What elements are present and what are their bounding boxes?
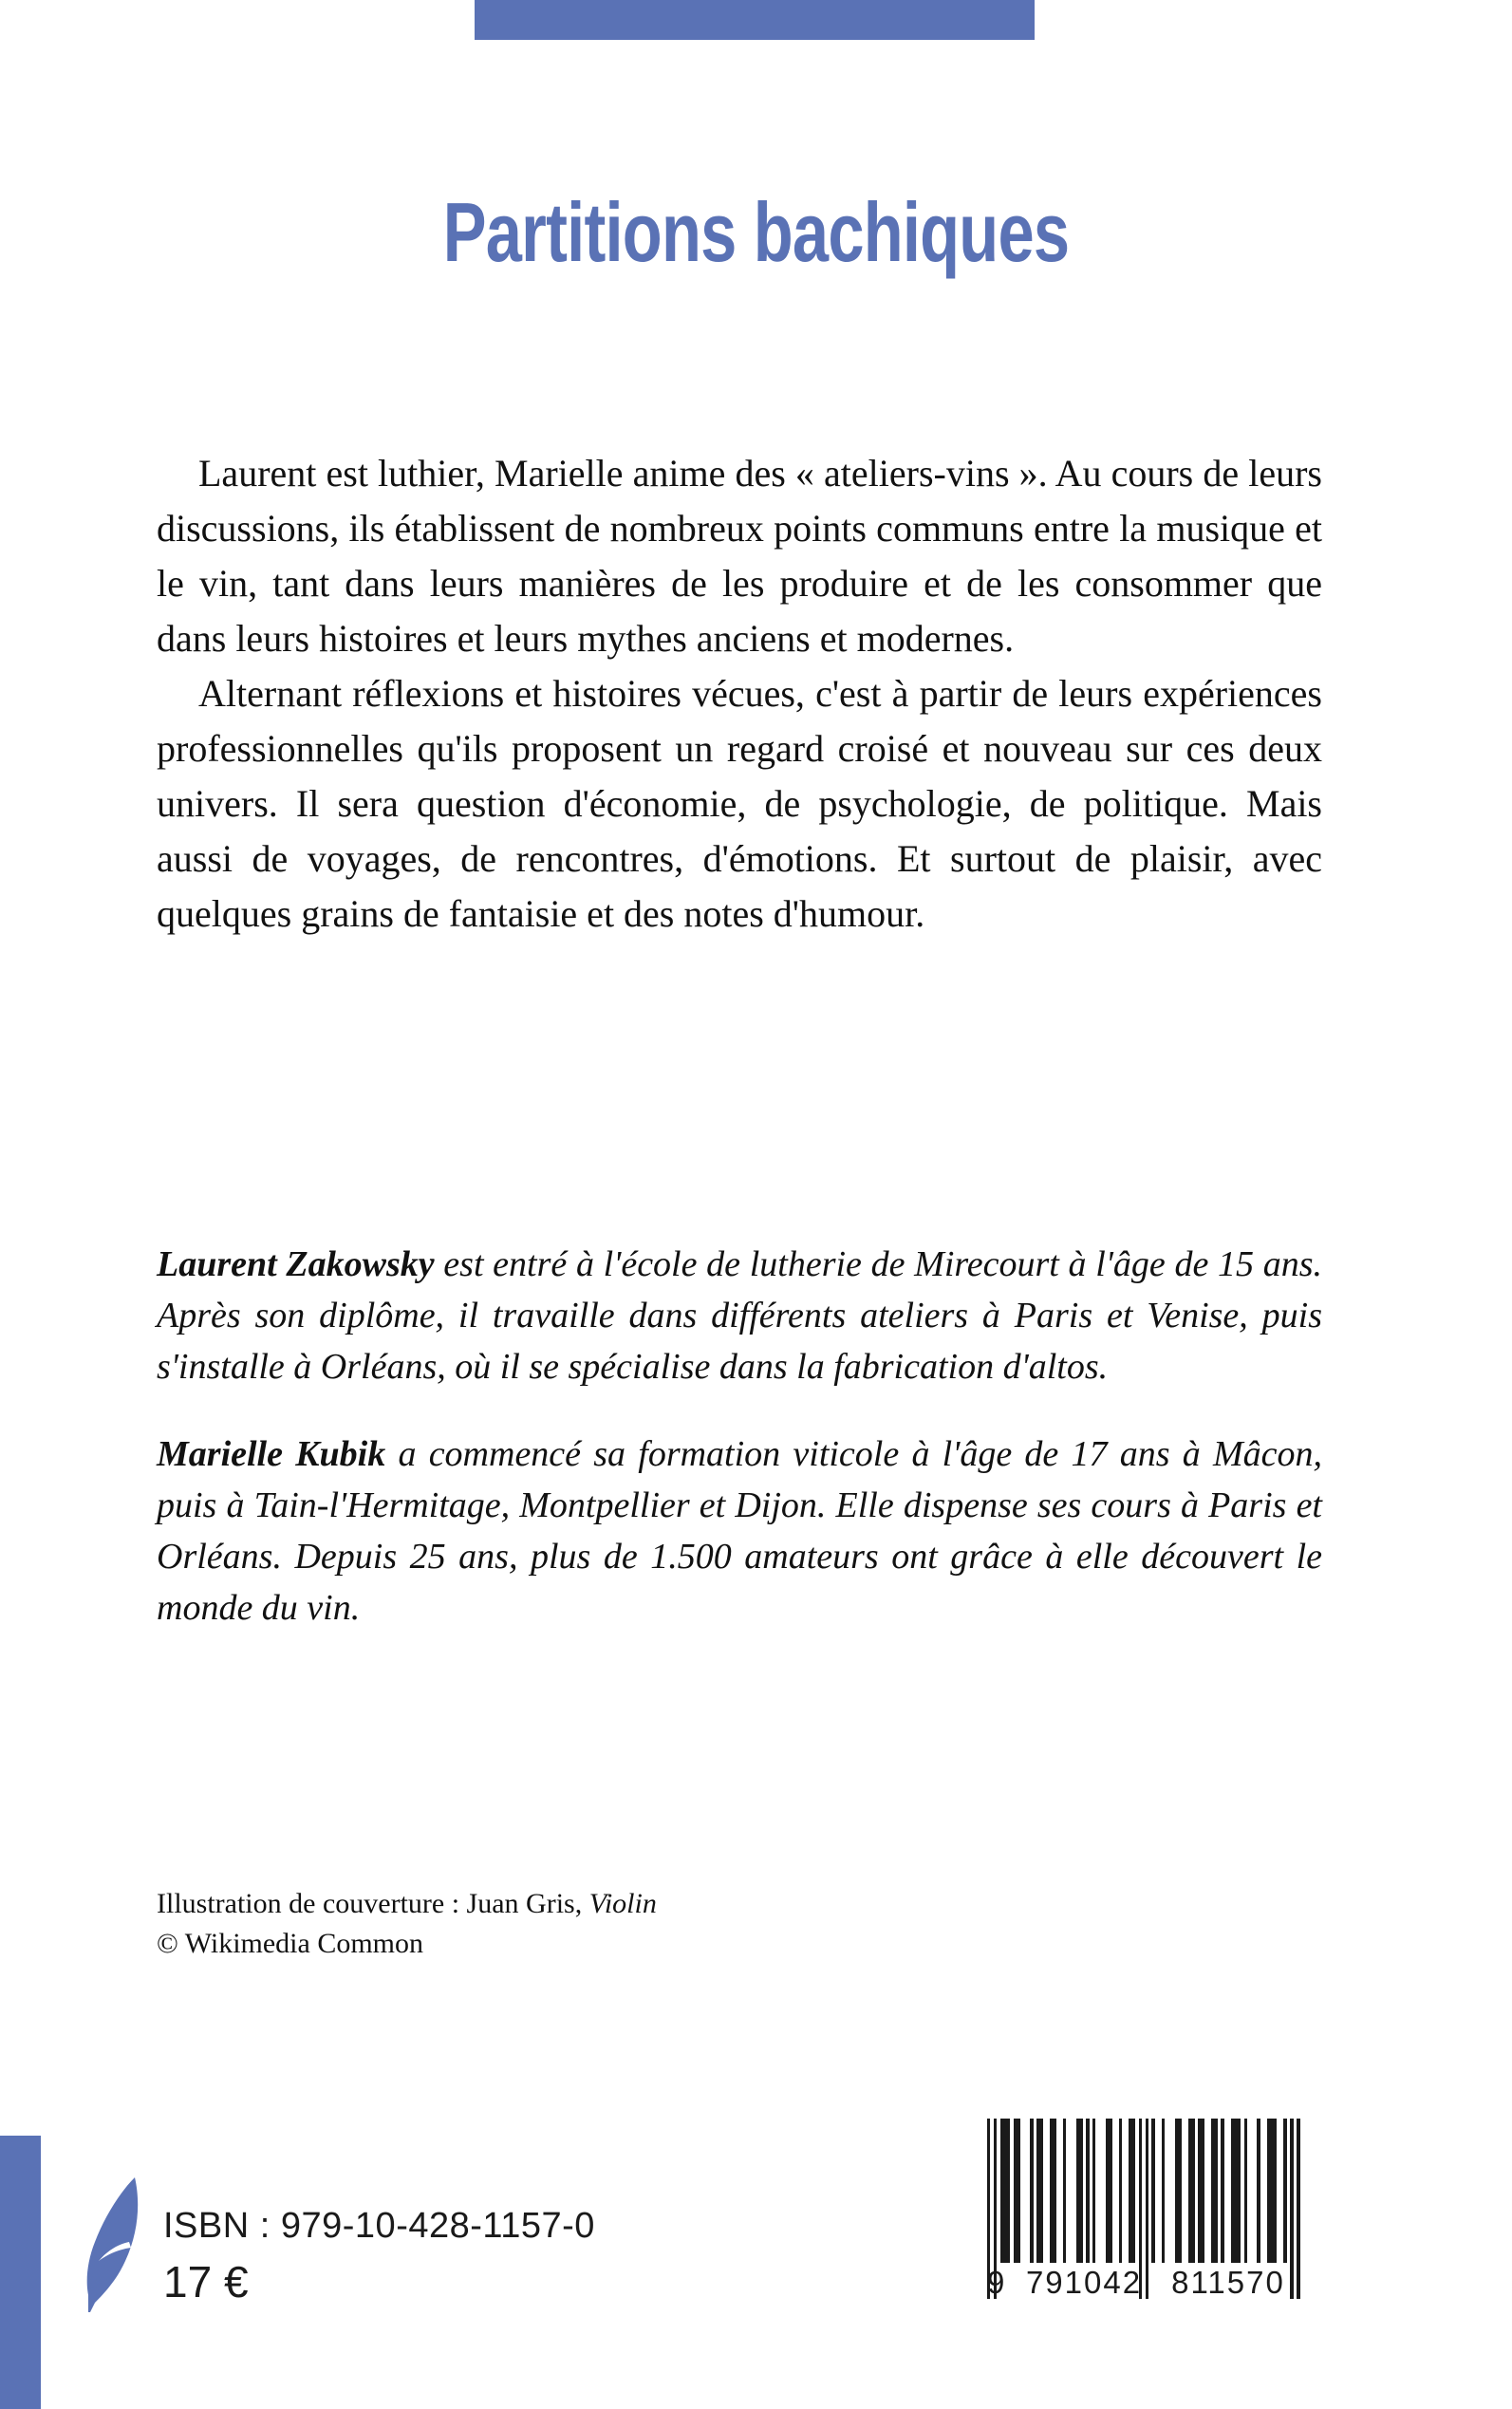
author-bio-text-1: est entré à l'école de lutherie de Mirecourt à l'âge de 15 ans. Après son diplôme, il travaille dans différents ateliers à Paris et Venise, puis s'installe à Orléans, où il se spécialise dans la fabrication d'altos. xyxy=(157,1244,1322,1387)
barcode-lead-digit: 9 xyxy=(987,2265,1005,2300)
back-cover-blurb xyxy=(157,446,1322,942)
barcode-right-group: 811570 xyxy=(1171,2265,1285,2300)
author-name-2: Marielle Kubik xyxy=(157,1434,386,1474)
author-bio-1 xyxy=(157,1239,1322,1392)
quill-feather-icon xyxy=(82,2174,146,2314)
page-title: Partitions bachiques xyxy=(442,184,1070,279)
credits-line-2: © Wikimedia Common xyxy=(157,1928,424,1959)
blurb-paragraph-1: Laurent est luthier, Marielle anime des « ateliers-vins ». Au cours de leurs discussions, ils établissent de nombreux points communs entre la musique et le vin, tant dans leurs manières de les produire et de les consommer que dans leurs histoires et leurs mythes anciens et modernes. xyxy=(157,452,1322,660)
isbn-price-block xyxy=(163,2202,595,2310)
credits-artwork-title: Violin xyxy=(588,1888,657,1919)
bottom-left-accent-bar xyxy=(0,2136,41,2409)
credits-line-1 xyxy=(157,1884,1011,1924)
credits-prefix: Illustration de couverture : Juan Gris, xyxy=(157,1888,589,1919)
cover-illustration-credits xyxy=(157,1884,1011,1964)
author-name-1: Laurent Zakowsky xyxy=(157,1244,435,1284)
author-bio-text-2: a commencé sa formation viticole à l'âge de 17 ans à Mâcon, puis à Tain-l'Hermitage, Montpellier et Dijon. Elle dispense ses cours à Paris et Orléans. Depuis 25 ans, plus de 1.500 amateurs ont grâce à elle découvert le monde du vin. xyxy=(157,1434,1322,1628)
barcode-digits xyxy=(987,2263,1300,2303)
barcode xyxy=(987,2119,1300,2346)
isbn-text: ISBN : 979-10-428-1157-0 xyxy=(163,2206,595,2246)
author-bios xyxy=(157,1239,1322,1634)
top-accent-bar xyxy=(475,0,1035,40)
author-bio-2 xyxy=(157,1429,1322,1634)
barcode-left-group: 791042 xyxy=(1025,2265,1143,2300)
blurb-paragraph-2: Alternant réflexions et histoires vécues, c'est à partir de leurs expériences professionnelles qu'ils proposent un regard croisé et nouveau sur ces deux univers. Il sera question d'économie, de psychologie, de politique. Mais aussi de voyages, de rencontres, d'émotions. Et surtout de plaisir, avec quelques grains de fantaisie et des notes d'humour. xyxy=(157,672,1322,935)
price-text: 17 € xyxy=(163,2257,249,2306)
